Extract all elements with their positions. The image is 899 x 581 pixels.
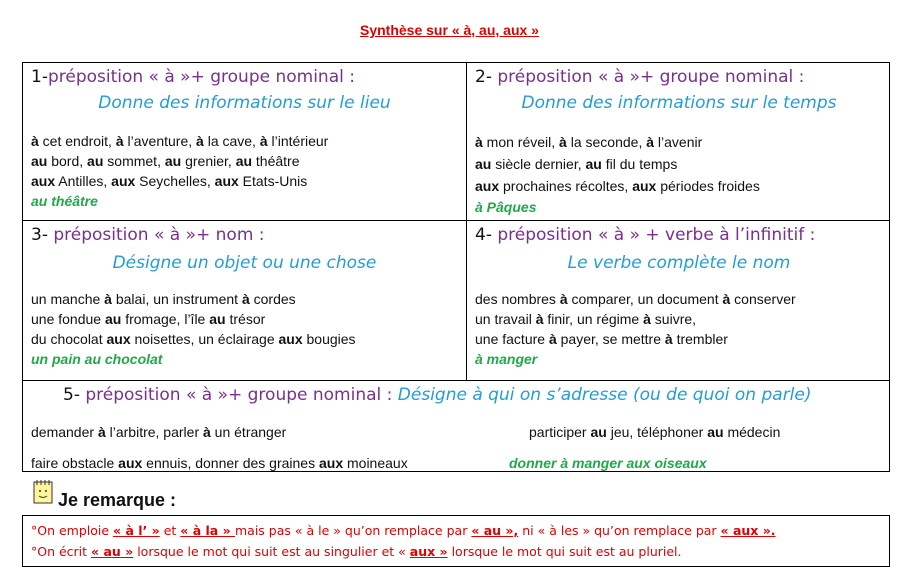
text-run: ennuis, donner des graines bbox=[142, 455, 319, 471]
text-run: périodes froides bbox=[656, 178, 760, 194]
highlighted-word: au bbox=[87, 153, 104, 169]
text-run: grenier, bbox=[181, 153, 236, 169]
notepad-icon bbox=[32, 478, 54, 504]
text-run: jeu, téléphoner bbox=[606, 424, 708, 440]
text-run: théâtre bbox=[252, 153, 300, 169]
example-line bbox=[31, 131, 328, 151]
text-run: du chocolat bbox=[31, 331, 107, 347]
underlined-term: « au », bbox=[471, 523, 519, 538]
box-examples bbox=[31, 131, 328, 191]
box-heading: 4- préposition « à » + verbe à l’infinitif : bbox=[475, 225, 816, 245]
text-run: la cave, bbox=[203, 133, 260, 149]
box-heading: 3- préposition « à »+ nom : bbox=[31, 225, 265, 245]
highlighted-word: à bbox=[104, 291, 112, 307]
text-run: lorsque le mot qui suit est au singulier et « bbox=[133, 544, 410, 559]
highlighted-word: aux bbox=[111, 173, 136, 189]
highlighted-word: aux bbox=[118, 455, 143, 471]
highlighted-word: au bbox=[590, 424, 607, 440]
box-example: un pain au chocolat bbox=[31, 351, 163, 367]
text-run: demander bbox=[31, 424, 98, 440]
text-run: payer, se mettre bbox=[556, 331, 665, 347]
text-run: une fondue bbox=[31, 311, 105, 327]
box-lieu bbox=[23, 63, 466, 220]
highlighted-word: aux bbox=[278, 331, 303, 347]
highlighted-word: à bbox=[241, 291, 250, 307]
text-run: Antilles, bbox=[55, 173, 112, 189]
text-run: lorsque le mot qui suit est au pluriel. bbox=[447, 544, 682, 559]
underlined-term: « à l’ » bbox=[113, 523, 160, 538]
text-run: comparer, un document bbox=[567, 291, 723, 307]
highlighted-word: à bbox=[643, 311, 651, 327]
text-run: mon réveil, bbox=[482, 134, 560, 150]
text-run: trésor bbox=[225, 311, 266, 327]
text-run: °On emploie bbox=[31, 523, 114, 538]
text-run: trembler bbox=[672, 331, 728, 347]
text-run: bord, bbox=[47, 153, 88, 169]
highlighted-word: à bbox=[559, 134, 567, 150]
highlighted-word: aux bbox=[106, 331, 131, 347]
box-example: à manger bbox=[475, 351, 538, 367]
box-example: à Pâques bbox=[475, 199, 537, 215]
highlighted-word: à bbox=[535, 311, 544, 327]
box-objet bbox=[23, 221, 466, 380]
highlighted-word: à bbox=[259, 133, 268, 149]
text-run: siècle dernier, bbox=[491, 156, 586, 172]
text-run: et bbox=[159, 523, 181, 538]
box-subtitle: Donne des informations sur le temps bbox=[521, 93, 837, 113]
highlighted-word: à bbox=[664, 331, 673, 347]
highlighted-word: à bbox=[203, 424, 211, 440]
highlighted-word: au bbox=[235, 153, 253, 169]
box-temps bbox=[467, 63, 891, 220]
box-subtitle: Donne des informations sur le lieu bbox=[98, 93, 391, 113]
text-run: l’avenir bbox=[654, 134, 703, 150]
example-line bbox=[475, 289, 796, 309]
highlighted-word: au bbox=[475, 156, 492, 172]
text-run: Seychelles, bbox=[135, 173, 215, 189]
highlighted-word: aux bbox=[31, 173, 56, 189]
example-line bbox=[31, 309, 356, 329]
text-run: mais pas « à le » qu’on remplace par bbox=[235, 523, 472, 538]
text-run: faire obstacle bbox=[31, 455, 119, 471]
box-example: au théâtre bbox=[31, 193, 98, 209]
example-line bbox=[475, 175, 760, 197]
underlined-term: « au » bbox=[91, 544, 134, 559]
highlighted-word: aux bbox=[214, 173, 239, 189]
text-run: cordes bbox=[249, 291, 296, 307]
highlighted-word: à bbox=[559, 291, 568, 307]
highlighted-word: à bbox=[548, 331, 557, 347]
text-run: finir, un régime bbox=[543, 311, 644, 327]
page-title: Synthèse sur « à, au, aux » bbox=[360, 22, 539, 38]
highlighted-word: à bbox=[196, 133, 204, 149]
remark-line bbox=[31, 541, 881, 562]
text-run: l’aventure, bbox=[123, 133, 197, 149]
highlighted-word: au bbox=[585, 156, 602, 172]
highlighted-word: au bbox=[209, 311, 226, 327]
underlined-term: « à la » bbox=[180, 523, 235, 538]
text-run: un manche bbox=[31, 291, 105, 307]
highlighted-word: au bbox=[104, 311, 122, 327]
text-run: une facture bbox=[475, 331, 549, 347]
highlighted-word: au bbox=[31, 153, 48, 169]
text-run: bougies bbox=[302, 331, 356, 347]
example-line bbox=[475, 309, 796, 329]
text-run: l’arbitre, parler bbox=[105, 424, 203, 440]
box-examples bbox=[475, 289, 796, 349]
highlighted-word: à bbox=[31, 133, 39, 149]
highlighted-word: aux bbox=[632, 178, 657, 194]
example-line bbox=[31, 329, 356, 349]
text-run: Etats-Unis bbox=[238, 173, 308, 189]
example-line bbox=[31, 422, 286, 442]
text-run: un travail bbox=[475, 311, 536, 327]
text-run: suivre, bbox=[650, 311, 697, 327]
example-line bbox=[31, 289, 356, 309]
box-example: donner à manger aux oiseaux bbox=[509, 455, 707, 471]
highlighted-word: à bbox=[722, 291, 731, 307]
box-heading: 1-préposition « à »+ groupe nominal : bbox=[31, 67, 355, 87]
text-run: conserver bbox=[730, 291, 796, 307]
remark-title: Je remarque : bbox=[58, 490, 177, 510]
underlined-term: aux » bbox=[409, 544, 448, 559]
highlighted-word: à bbox=[646, 134, 655, 150]
box-subtitle: Le verbe complète le nom bbox=[567, 253, 791, 273]
underlined-term: « aux ». bbox=[720, 523, 776, 538]
remark-box bbox=[22, 515, 890, 567]
box-heading: 2- préposition « à »+ groupe nominal : bbox=[475, 67, 805, 87]
highlighted-word: au bbox=[164, 153, 182, 169]
example-line bbox=[475, 131, 760, 153]
highlighted-word: à bbox=[115, 133, 124, 149]
text-run: °On écrit bbox=[31, 544, 92, 559]
highlighted-word: aux bbox=[475, 178, 500, 194]
text-run: moineaux bbox=[343, 455, 408, 471]
box-examples bbox=[31, 289, 356, 349]
text-run: l’intérieur bbox=[267, 133, 329, 149]
example-line bbox=[529, 422, 780, 442]
box-heading: 5- préposition « à »+ groupe nominal : Désigne à qui on s’adresse (ou de quoi on parle) bbox=[63, 385, 812, 405]
text-run: fromage, l’île bbox=[121, 311, 210, 327]
box-subtitle: Désigne à qui on s’adresse (ou de quoi on parle) bbox=[397, 385, 812, 405]
synthesis-grid bbox=[22, 62, 890, 472]
box-destinataire bbox=[23, 381, 891, 473]
text-run: sommet, bbox=[103, 153, 165, 169]
text-run: cet endroit, bbox=[38, 133, 116, 149]
example-line bbox=[475, 153, 760, 175]
text-run: un étranger bbox=[210, 424, 287, 440]
text-run: fil du temps bbox=[601, 156, 678, 172]
example-line bbox=[475, 329, 796, 349]
highlighted-word: aux bbox=[318, 455, 344, 471]
text-run: noisettes, un éclairage bbox=[130, 331, 279, 347]
text-run: des nombres bbox=[475, 291, 560, 307]
example-line bbox=[31, 151, 328, 171]
box-subtitle: Désigne un objet ou une chose bbox=[112, 253, 377, 273]
remark-line bbox=[31, 520, 881, 541]
text-run: participer bbox=[529, 424, 591, 440]
text-run: prochaines récoltes, bbox=[499, 178, 633, 194]
text-run: la seconde, bbox=[566, 134, 647, 150]
highlighted-word: au bbox=[707, 424, 724, 440]
box-examples bbox=[475, 131, 760, 197]
highlighted-word: à bbox=[97, 424, 106, 440]
text-run: ni « à les » qu’on remplace par bbox=[518, 523, 721, 538]
highlighted-word: à bbox=[475, 134, 483, 150]
box-infinitif bbox=[467, 221, 891, 380]
text-run: balai, un instrument bbox=[111, 291, 242, 307]
text-run: médecin bbox=[723, 424, 781, 440]
example-line bbox=[31, 171, 328, 191]
example-line bbox=[31, 453, 408, 473]
